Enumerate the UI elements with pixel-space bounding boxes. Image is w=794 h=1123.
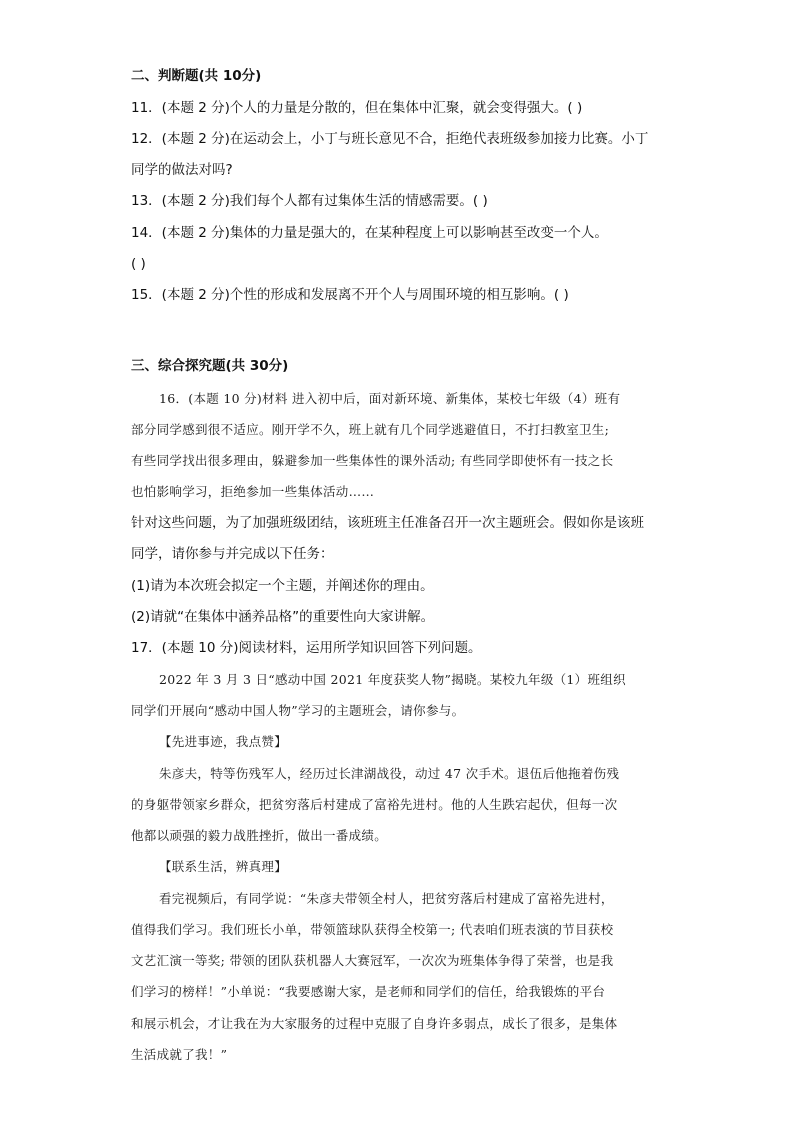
question-16-sub-1: (1)请为本次班会拟定一个主题，并阐述你的理由。 xyxy=(131,578,434,594)
question-11: 11．(本题 2 分)个人的力量是分散的，但在集体中汇聚，就会变得强大。( ) xyxy=(131,100,583,116)
question-13: 13．(本题 2 分)我们每个人都有过集体生活的情感需要。( ) xyxy=(131,193,488,209)
question-16-material-line-1: 16．(本题 10 分)材料 进入初中后，面对新环境、新集体，某校七年级（4）班有 xyxy=(159,391,621,406)
question-17-intro-line-2: 同学们开展向“感动中国人物”学习的主题班会，请你参与。 xyxy=(131,703,465,718)
question-17-part-1-line-1: 朱彦夫，特等伤残军人，经历过长津湖战役，动过 47 次手术。退伍后他拖着伤残 xyxy=(159,766,620,781)
section-3-heading: 三、综合探究题(共 30分) xyxy=(131,358,289,374)
question-17-part-2-title: 【联系生活，辨真理】 xyxy=(159,859,288,874)
question-17-part-2-line-1: 看完视频后，有同学说：“朱彦夫带领全村人，把贫穷落后村建成了富裕先进村， xyxy=(159,891,614,906)
question-17-part-1-line-2: 的身躯带领家乡群众，把贫穷落后村建成了富裕先进村。他的人生跌宕起伏，但每一次 xyxy=(131,797,618,812)
question-17-part-1-title: 【先进事迹，我点赞】 xyxy=(159,734,288,749)
question-17-part-2-line-5: 和展示机会，才让我在为大家服务的过程中克服了自身许多弱点，成长了很多，是集体 xyxy=(131,1016,618,1031)
question-16-task-line-1: 针对这些问题，为了加强班级团结，该班班主任准备召开一次主题班会。假如你是该班 xyxy=(131,515,644,531)
question-16-material-line-4: 也怕影响学习，拒绝参加一些集体活动…… xyxy=(131,484,375,499)
question-17-part-2-line-3: 文艺汇演一等奖; 带领的团队获机器人大赛冠军，一次次为班集体争得了荣誉，也是我 xyxy=(131,953,614,968)
section-2-heading: 二、判断题(共 10分) xyxy=(131,68,262,84)
question-17-intro-line-1: 2022 年 3 月 3 日“感动中国 2021 年度获奖人物”揭晓。某校九年级（1）班组织 xyxy=(159,672,626,687)
question-14-line-1: 14．(本题 2 分)集体的力量是强大的，在某种程度上可以影响甚至改变一个人。 xyxy=(131,225,608,241)
question-16-task-line-2: 同学，请你参与并完成以下任务： xyxy=(131,546,334,562)
question-16-material-line-2: 部分同学感到很不适应。刚开学不久，班上就有几个同学逃避值日，不打扫教室卫生; xyxy=(131,422,610,437)
question-17-part-1-line-3: 他都以顽强的毅力战胜挫折，做出一番成绩。 xyxy=(131,828,388,843)
question-16-material-line-3: 有些同学找出很多理由，躲避参加一些集体性的课外活动; 有些同学即使怀有一技之长 xyxy=(131,453,614,468)
question-17-part-2-line-4: 们学习的榜样！”小单说：“我要感谢大家，是老师和同学们的信任，给我锻炼的平台 xyxy=(131,984,606,999)
question-17-part-2-line-6: 生活成就了我！” xyxy=(131,1047,228,1062)
question-16-sub-2: (2)请就“在集体中涵养品格”的重要性向大家讲解。 xyxy=(131,609,435,625)
question-14-line-2: ( ) xyxy=(131,256,146,272)
question-15: 15．(本题 2 分)个性的形成和发展离不开个人与周围环境的相互影响。( ) xyxy=(131,287,569,303)
question-17-stem: 17．(本题 10 分)阅读材料，运用所学知识回答下列问题。 xyxy=(131,640,482,656)
question-17-part-2-line-2: 值得我们学习。我们班长小单，带领篮球队获得全校第一; 代表咱们班表演的节目获校 xyxy=(131,922,614,937)
question-12-line-1: 12．(本题 2 分)在运动会上，小丁与班长意见不合，拒绝代表班级参加接力比赛。小丁 xyxy=(131,131,649,147)
question-12-line-2: 同学的做法对吗? xyxy=(131,162,233,178)
